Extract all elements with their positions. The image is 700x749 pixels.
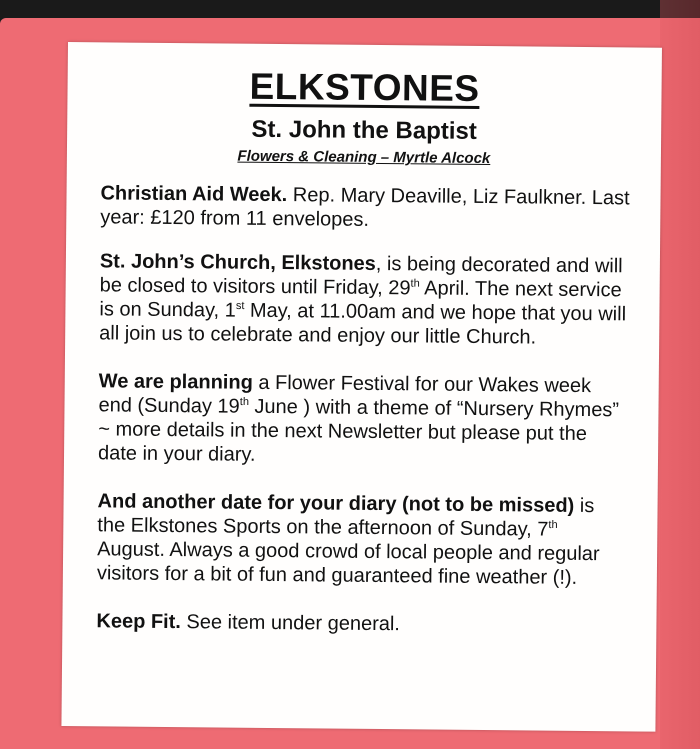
paragraph-festival: [98, 369, 629, 470]
paragraph-text: Rep. Mary Deaville, Liz Faulkner. Last year: £120 from 11 envelopes.: [100, 184, 630, 231]
board-shadow: [660, 0, 700, 749]
ordinal-suffix: th: [548, 518, 558, 532]
paragraph-lead: And another date for your diary (not to be missed): [97, 490, 575, 517]
paragraph-text: April. The next service is on Sunday, 1: [99, 277, 622, 322]
paragraph-christian-aid: [100, 181, 630, 234]
paragraph-text: See item under general.: [186, 611, 401, 636]
paragraph-text: June ) with a theme of “Nursery Rhymes” ~ more details in the next Newsletter but please put the date in your diary.: [97, 395, 620, 466]
paragraph-text: August. Always a good crowd of local people and regular visitors for a bit of fun and guaranteed fine weather (!).: [96, 538, 600, 589]
notice-body: [62, 163, 660, 639]
paragraph-text: is the Elkstones Sports on the afternoon of Sunday, 7: [97, 494, 595, 541]
paragraph-lead: We are planning: [98, 370, 253, 394]
byline: Flowers & Cleaning – Myrtle Alcock: [237, 147, 491, 168]
notice-paper: [61, 42, 662, 732]
paragraph-lead: St. John’s Church, Elkstones: [99, 250, 376, 275]
ordinal-suffix: th: [239, 396, 250, 409]
paragraph-lead: Christian Aid Week.: [100, 182, 288, 207]
ordinal-suffix: th: [410, 277, 420, 290]
notice-header: [67, 42, 662, 169]
paragraph-lead: Keep Fit.: [96, 610, 181, 634]
paragraph-text: May, at 11.00am and we hope that you will all join us to celebrate and enjoy our little Church.: [99, 299, 627, 349]
paragraph-text: a Flower Festival for our Wakes week end (Sunday 19: [98, 371, 592, 418]
ordinal-suffix: st: [235, 299, 245, 313]
paragraph-church: [99, 249, 630, 350]
page-subtitle: St. John the Baptist: [251, 115, 477, 145]
paragraph-sports: [97, 489, 628, 590]
paragraph-keep-fit: [96, 609, 626, 638]
page-title: ELKSTONES: [249, 65, 480, 109]
paragraph-text: , is being decorated and will be closed to visitors until Friday, 29: [99, 252, 623, 300]
